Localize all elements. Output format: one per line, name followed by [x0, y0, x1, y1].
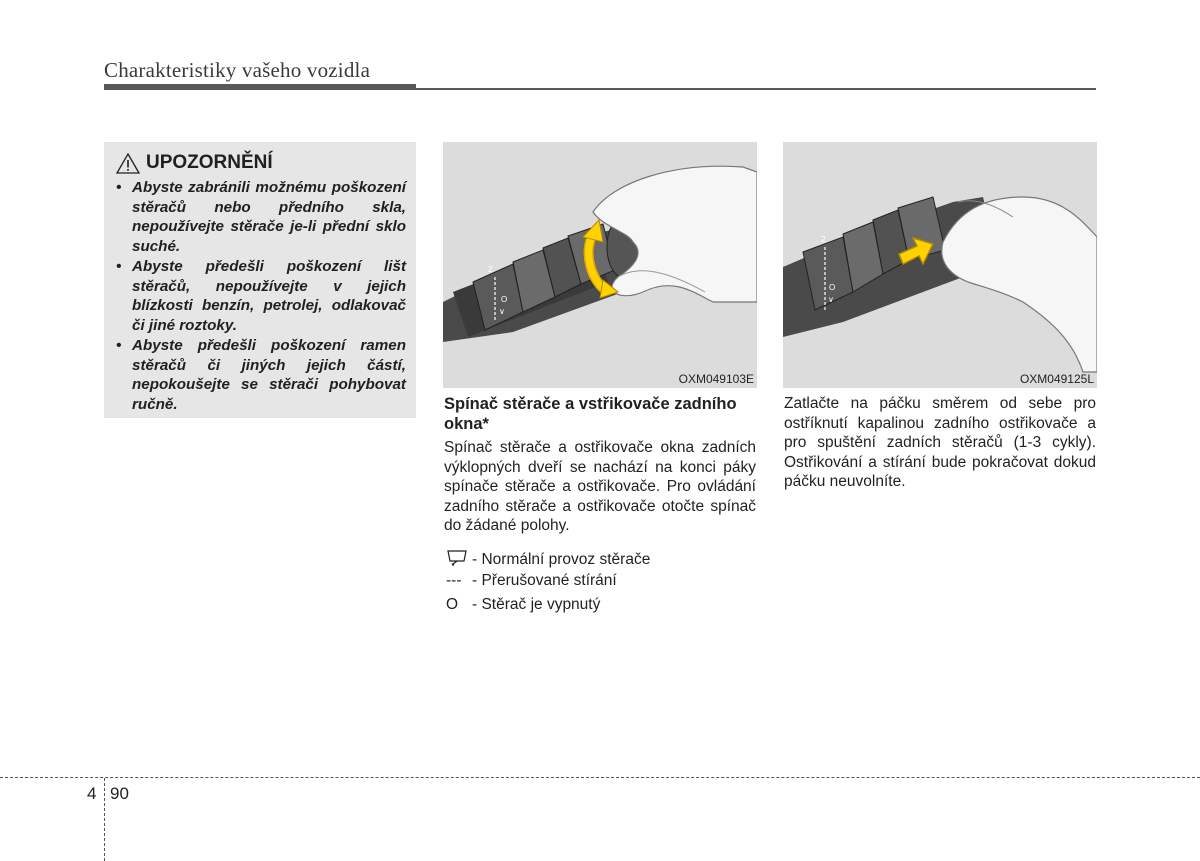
bullet: •	[116, 258, 122, 275]
figure-code: OXM049103E	[678, 372, 754, 386]
section-paragraph: Spínač stěrače a ostřikovače okna zadních výklopných dveří se nachází na konci páky spínače stěrače a ostřikovače. Pro ovládání zadního stěrače a ostřikovače otočte spínač do žádané polohy.	[444, 439, 756, 534]
section-paragraph-2: Zatlačte na páčku směrem od sebe pro ostříknutí kapalinou zadního ostřikovače a pro spuštění zadních stěračů (1-3 cykly). Ostřikování a stírání bude pokračovat dokud páčku neuvolníte.	[784, 395, 1096, 490]
warning-box	[104, 142, 416, 418]
warning-item-text: Abyste zabránili možnému poškození stěračů nebo předního skla, nepoužívejte stěrače je-li přední sklo suché.	[132, 179, 406, 255]
warning-item-text: Abyste předešli poškození ramen stěračů či jiných jejich částí, nepokoušejte se stěrači pohybovat ručně.	[132, 337, 406, 413]
lever-push-illustration	[783, 142, 1097, 388]
mode-label: - Přerušované stírání	[472, 572, 617, 589]
warning-title-text: UPOZORNĚNÍ	[146, 152, 273, 173]
rear-wiper-icon	[446, 548, 472, 571]
warning-item	[116, 336, 406, 414]
bullet: •	[116, 179, 122, 196]
svg-text:∨: ∨	[499, 307, 505, 316]
mode-label: - Normální provoz stěrače	[472, 551, 651, 568]
svg-text:O: O	[829, 283, 836, 292]
svg-text:∨: ∨	[828, 295, 834, 304]
section-heading: Spínač stěrače a vstřikovače zadního okna*	[444, 395, 737, 433]
warning-item-text: Abyste předešli poškození lišt stěračů, nepoužívejte v jejich blízkosti benzín, petrolej, odlakovač či jiné roztoky.	[132, 258, 406, 334]
warning-item	[116, 257, 406, 335]
mode-row-off	[446, 595, 600, 614]
svg-text:2: 2	[488, 265, 493, 274]
figure-rear-wiper-rotate	[443, 142, 757, 388]
page-chapter: 4	[87, 784, 97, 803]
svg-text:2: 2	[821, 235, 826, 244]
warning-list	[116, 178, 406, 414]
lever-rotate-illustration	[443, 142, 757, 388]
warning-title	[116, 152, 406, 174]
mode-symbol: ---	[446, 572, 462, 589]
warning-triangle-icon	[116, 153, 140, 174]
figure-rear-washer-push	[783, 142, 1097, 388]
header-rule-thick	[104, 84, 416, 90]
svg-text:O: O	[501, 295, 508, 304]
warning-item	[116, 178, 406, 256]
page-number: 90	[110, 784, 129, 803]
footer-divider	[104, 778, 105, 861]
figure-code: OXM049125L	[1019, 372, 1094, 386]
mode-row-intermittent	[446, 571, 617, 590]
mode-symbol: O	[446, 596, 459, 613]
mode-row-normal	[446, 548, 650, 571]
header-rule-thin	[416, 88, 1096, 90]
bullet: •	[116, 337, 122, 354]
footer-rule	[0, 777, 1200, 778]
page-header-title: Charakteristiky vašeho vozidla	[104, 58, 371, 82]
mode-label: - Stěrač je vypnutý	[472, 596, 601, 613]
